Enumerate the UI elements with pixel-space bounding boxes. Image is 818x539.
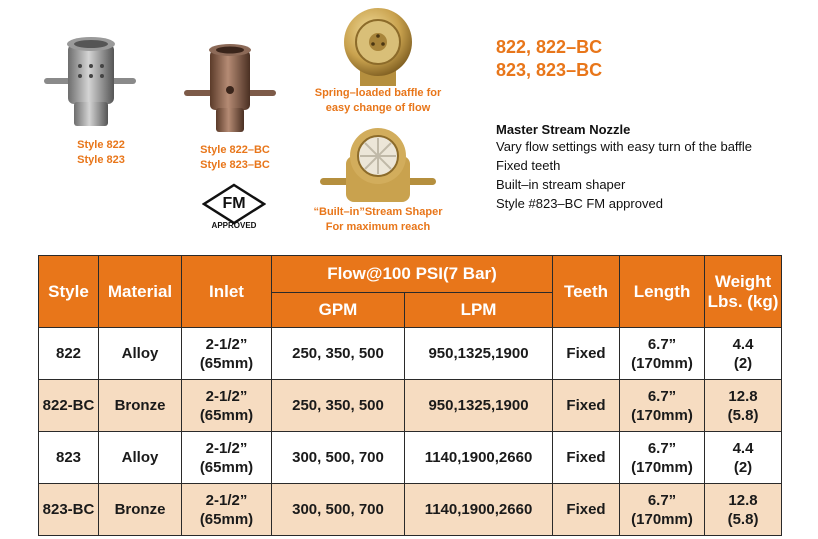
feature-item: Style #823–BC FM approved bbox=[496, 196, 663, 211]
header-length: Length bbox=[620, 256, 705, 328]
fm-approved-text: APPROVED bbox=[211, 221, 257, 230]
header-weight bbox=[705, 256, 782, 328]
cell-style: 823 bbox=[39, 432, 99, 484]
cell-weight: 12.8 (5.8) bbox=[705, 380, 782, 432]
cell-length: 6.7” (170mm) bbox=[620, 328, 705, 380]
header-lpm: LPM bbox=[405, 293, 553, 328]
model-numbers bbox=[496, 36, 602, 82]
nozzle-822-image bbox=[40, 30, 140, 130]
table-row bbox=[39, 484, 782, 536]
table-row bbox=[39, 432, 782, 484]
baffle-image bbox=[338, 6, 418, 86]
nozzle-822bc-image bbox=[180, 40, 280, 135]
cell-gpm: 250, 350, 500 bbox=[272, 328, 405, 380]
cell-length: 6.7” (170mm) bbox=[620, 432, 705, 484]
header-inlet: Inlet bbox=[182, 256, 272, 328]
stream-shaper-image bbox=[316, 126, 440, 206]
header-weight-line1: Weight bbox=[714, 271, 772, 291]
cell-weight: 4.4 (2) bbox=[705, 328, 782, 380]
cell-teeth: Fixed bbox=[553, 484, 620, 536]
cell-material: Alloy bbox=[99, 328, 182, 380]
feature-item: Fixed teeth bbox=[496, 158, 561, 173]
cell-length: 6.7” (170mm) bbox=[620, 380, 705, 432]
cell-lpm: 1140,1900,2660 bbox=[405, 432, 553, 484]
caption-baffle: Spring–loaded baffle for easy change of flow bbox=[314, 87, 442, 114]
header-material: Material bbox=[99, 256, 182, 328]
cell-lpm: 1140,1900,2660 bbox=[405, 484, 553, 536]
cell-gpm: 300, 500, 700 bbox=[272, 484, 405, 536]
cell-weight: 12.8 (5.8) bbox=[705, 484, 782, 536]
header-flow: Flow@100 PSI(7 Bar) bbox=[272, 256, 553, 293]
feature-item: Built–in stream shaper bbox=[496, 177, 626, 192]
cell-teeth: Fixed bbox=[553, 328, 620, 380]
feature-item: Vary flow settings with easy turn of the baffle bbox=[496, 139, 753, 154]
cell-inlet: 2-1/2” (65mm) bbox=[182, 432, 272, 484]
description-title: Master Stream Nozzle bbox=[496, 122, 631, 137]
product-description bbox=[496, 122, 796, 213]
cell-material: Alloy bbox=[99, 432, 182, 484]
caption-style-822bc: Style 822–BC Style 823–BC bbox=[200, 144, 270, 171]
header-style: Style bbox=[39, 256, 99, 328]
cell-style: 822 bbox=[39, 328, 99, 380]
cell-inlet: 2-1/2” (65mm) bbox=[182, 328, 272, 380]
caption-style-822: Style 822 Style 823 bbox=[77, 139, 125, 166]
cell-material: Bronze bbox=[99, 380, 182, 432]
cell-lpm: 950,1325,1900 bbox=[405, 380, 553, 432]
header-weight-line2: Lbs. (kg) bbox=[707, 291, 779, 311]
cell-teeth: Fixed bbox=[553, 432, 620, 484]
spec-table bbox=[38, 255, 782, 536]
table-row bbox=[39, 328, 782, 380]
cell-weight: 4.4 (2) bbox=[705, 432, 782, 484]
cell-inlet: 2-1/2” (65mm) bbox=[182, 484, 272, 536]
fm-approved-badge bbox=[202, 183, 266, 233]
caption-stream-shaper: “Built–in”Stream Shaper For maximum reach bbox=[313, 206, 443, 233]
table-row bbox=[39, 380, 782, 432]
cell-style: 823-BC bbox=[39, 484, 99, 536]
cell-length: 6.7” (170mm) bbox=[620, 484, 705, 536]
cell-gpm: 250, 350, 500 bbox=[272, 380, 405, 432]
cell-lpm: 950,1325,1900 bbox=[405, 328, 553, 380]
fm-mark: FM bbox=[222, 195, 246, 212]
cell-material: Bronze bbox=[99, 484, 182, 536]
cell-gpm: 300, 500, 700 bbox=[272, 432, 405, 484]
header-teeth: Teeth bbox=[553, 256, 620, 328]
cell-style: 822-BC bbox=[39, 380, 99, 432]
model-line-1: 822, 822–BC bbox=[496, 37, 603, 57]
header-gpm: GPM bbox=[272, 293, 405, 328]
cell-teeth: Fixed bbox=[553, 380, 620, 432]
cell-inlet: 2-1/2” (65mm) bbox=[182, 380, 272, 432]
model-line-2: 823, 823–BC bbox=[496, 60, 603, 80]
